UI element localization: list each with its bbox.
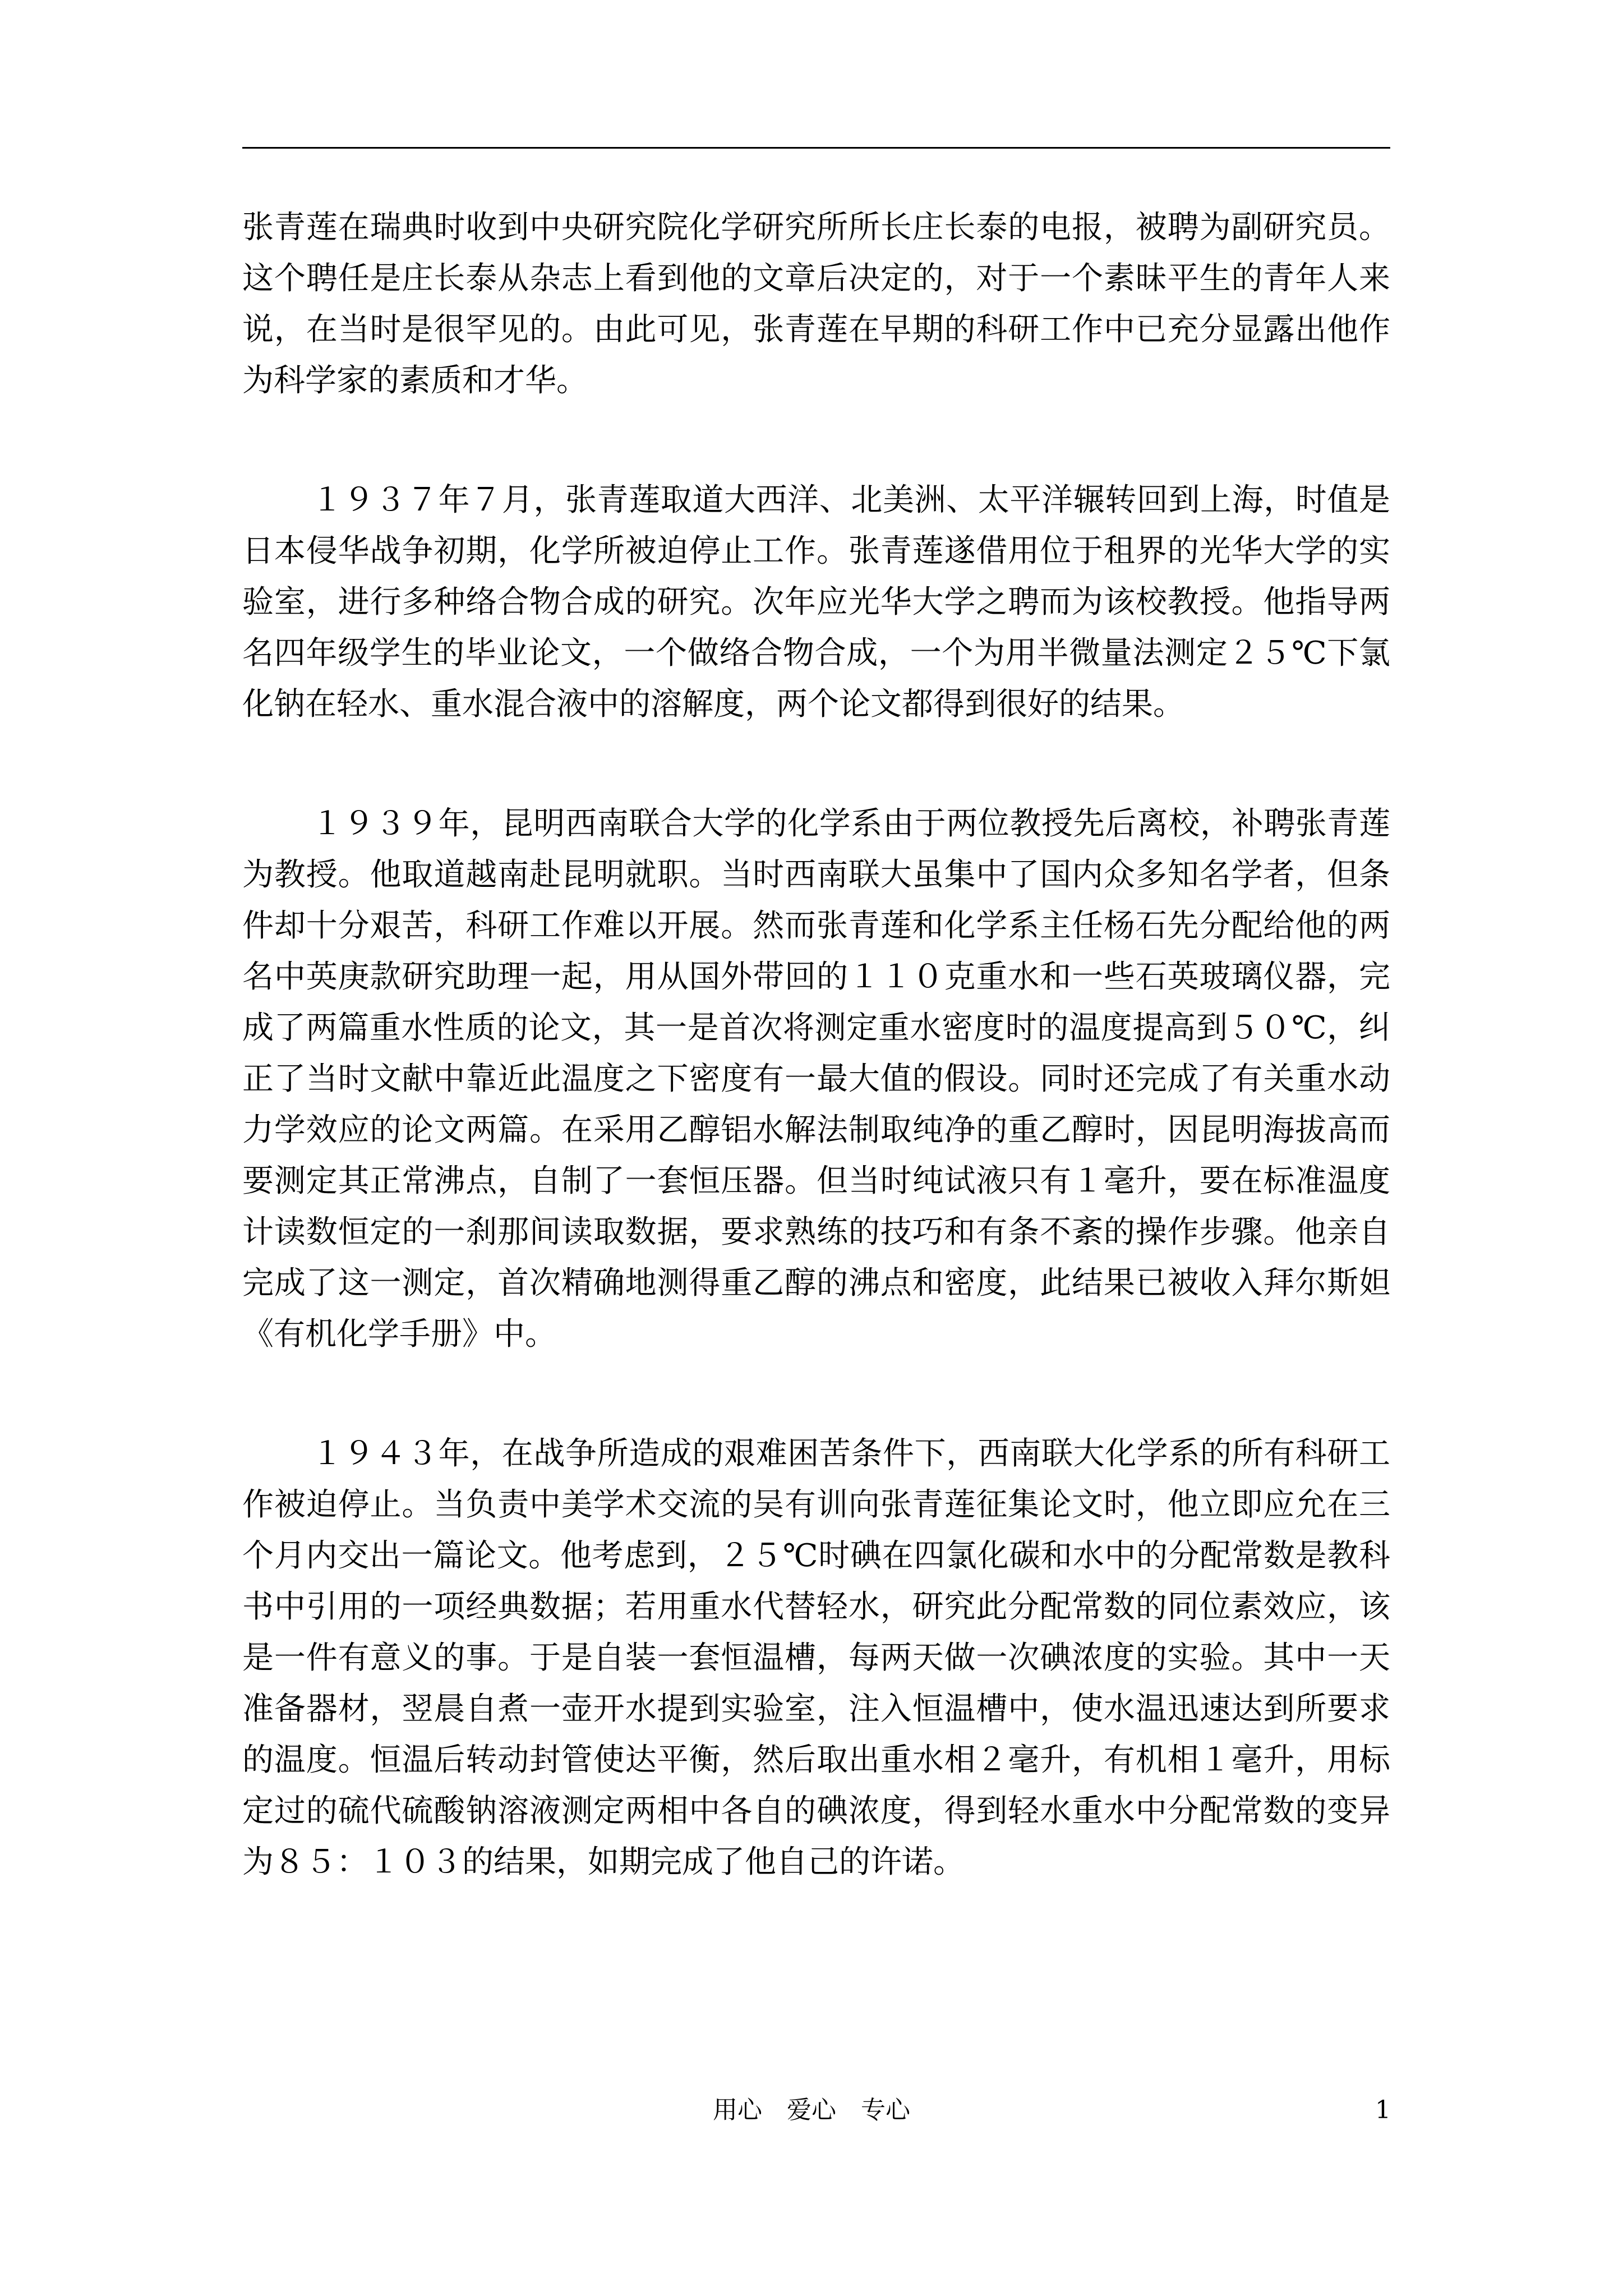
document-body xyxy=(242,202,1390,1888)
paragraph-2: １９３７年７月，张青莲取道大西洋、北美洲、太平洋辗转回到上海，时值是日本侵华战争初期，化学所被迫停止工作。张青莲遂借用位于租界的光华大学的实验室，进行多种络合物合成的研究。次年应光华大学之聘而为该校教授。他指导两名四年级学生的毕业论文，一个做络合物合成，一个为用半微量法测定２５℃下氯化钠在轻水、重水混合液中的溶解度，两个论文都得到很好的结果。 xyxy=(242,482,1390,723)
paragraph-3: １９３９年，昆明西南联合大学的化学系由于两位教授先后离校，补聘张青莲为教授。他取道越南赴昆明就职。当时西南联大虽集中了国内众多知名学者，但条件却十分艰苦，科研工作难以开展。然而张青莲和化学系主任杨石先分配给他的两名中英庚款研究助理一起，用从国外带回的１１０克重水和一些石英玻璃仪器，完成了两篇重水性质的论文，其一是首次将测定重水密度时的温度提高到５０℃，纠正了当时文献中靠近此温度之下密度有一最大值的假设。同时还完成了有关重水动力学效应的论文两篇。在采用乙醇铝水解法制取纯净的重乙醇时，因昆明海拔高而要测定其正常沸点，自制了一套恒压器。但当时纯试液只有１毫升，要在标准温度计读数恒定的一刹那间读取数据，要求熟练的技巧和有条不紊的操作步骤。他亲自完成了这一测定，首次精确地测得重乙醇的沸点和密度，此结果已被收入拜尔斯妲《有机化学手册》中。 xyxy=(242,806,1390,1352)
paragraph-1: 张青莲在瑞典时收到中央研究院化学研究所所长庄长泰的电报，被聘为副研究员。这个聘任是庄长泰从杂志上看到他的文章后决定的，对于一个素昧平生的青年人来说，在当时是很罕见的。由此可见，张青莲在早期的科研工作中已充分显露出他作为科学家的素质和才华。 xyxy=(242,209,1390,399)
footer-motto: 用心 爱心 专心 xyxy=(713,2096,910,2124)
page-number: 1 xyxy=(1375,2096,1391,2124)
header-rule xyxy=(242,147,1390,149)
paragraph-4: １９４３年，在战争所造成的艰难困苦条件下，西南联大化学系的所有科研工作被迫停止。当负责中美学术交流的吴有训向张青莲征集论文时，他立即应允在三个月内交出一篇论文。他考虑到，２５℃时碘在四氯化碳和水中的分配常数是教科书中引用的一项经典数据；若用重水代替轻水，研究此分配常数的同位素效应，该是一件有意义的事。于是自装一套恒温槽，每两天做一次碘浓度的实验。其中一天准备器材，翌晨自煮一壶开水提到实验室，注入恒温槽中，使水温迅速达到所要求的温度。恒温后转动封管使达平衡，然后取出重水相２毫升，有机相１毫升，用标定过的硫代硫酸钠溶液测定两相中各自的碘浓度，得到轻水重水中分配常数的变异为８５：１０３的结果，如期完成了他自己的许诺。 xyxy=(242,1435,1390,1880)
